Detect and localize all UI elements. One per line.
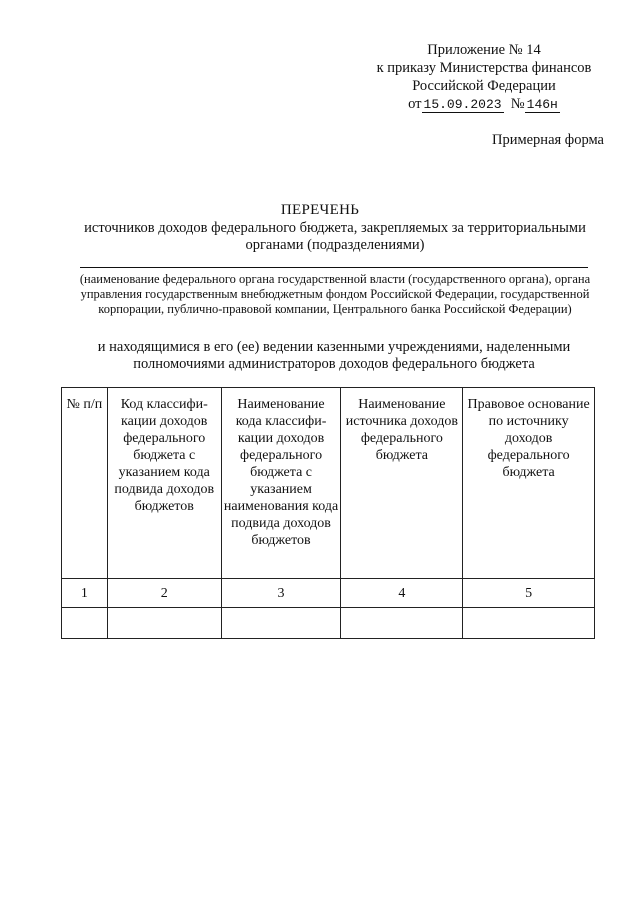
empty-cell [62, 608, 108, 639]
column-number-cell: 4 [341, 579, 463, 608]
organization-fill-line [80, 267, 588, 268]
order-date-line [364, 95, 604, 114]
empty-cell [463, 608, 595, 639]
appendix-header [364, 41, 604, 114]
column-header-legal-basis: Правовое основание по источнику доходов федерального бюджета [463, 388, 595, 579]
income-sources-table [61, 387, 595, 639]
table-header-row [62, 388, 595, 579]
column-numbers-row [62, 579, 595, 608]
subordinate-institutions-text: и находящимися в его (ее) ведении казенными учреждениями, наделенными полномочиями администраторов доходов федерального бюджета [97, 339, 571, 372]
column-number-cell: 5 [463, 579, 595, 608]
empty-cell [107, 608, 221, 639]
column-header-classification-code: Код классифи-кации доходов федерального бюджета с указанием кода подвида доходов бюджетов [107, 388, 221, 579]
form-type-label: Примерная форма [491, 132, 604, 148]
order-number: 146н [526, 97, 558, 112]
document-subtitle: источников доходов федерального бюджета, закрепляемых за территориальными органами (подразделениями) [84, 220, 586, 253]
column-header-code-name: Наименование кода классифи-кации доходов федерального бюджета с указанием наименования кода подвида доходов бюджетов [221, 388, 341, 579]
empty-cell [221, 608, 341, 639]
appendix-number: Приложение № 14 [427, 42, 541, 58]
column-number-cell: 3 [221, 579, 341, 608]
column-header-number: № п/п [62, 388, 108, 579]
number-prefix: № [510, 96, 525, 112]
federation-line: Российской Федерации [412, 78, 556, 94]
column-number-cell: 2 [107, 579, 221, 608]
table-row [62, 608, 595, 639]
document-title: ПЕРЕЧЕНЬ [280, 202, 360, 218]
empty-cell [341, 608, 463, 639]
column-number-cell: 1 [62, 579, 108, 608]
column-header-source-name: Наименование источника доходов федерального бюджета [341, 388, 463, 579]
order-line: к приказу Министерства финансов [376, 60, 592, 76]
date-prefix: от [408, 96, 422, 112]
organization-caption: (наименование федерального органа государственной власти (государственного органа), органа управления государственным внебюджетным фондом Российской Федерации, государственной корпорации, публично-правовой компании, Центрального банка Российской Федерации) [79, 272, 591, 316]
order-date: 15.09.2023 [423, 97, 502, 112]
